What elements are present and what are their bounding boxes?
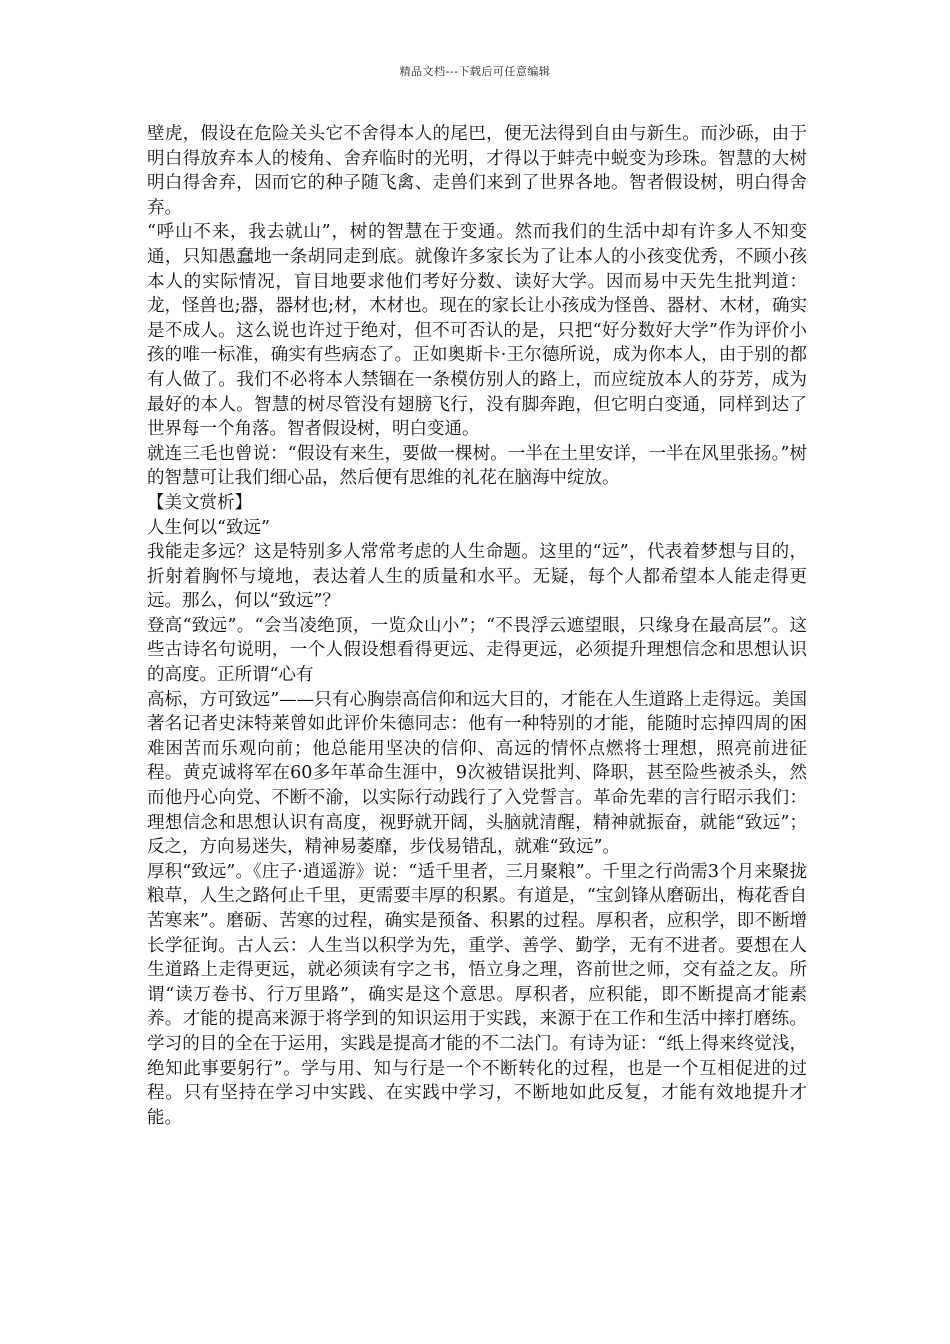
paragraph-adaptability: “呼山不来，我去就山”，树的智慧在于变通。然而我们的生活中却有许多人不知变通，只知愚蠢地一条胡同走到底。就像许多家长为了让本人的小孩变优秀，不顾小孩本人的实际情况，盲目地要求他们考好分数、读好大学。因而易中天先生批判道：龙，怪兽也;器，器材也;材，木材也。现在的家长让小孩成为怪兽、器材、木材，确实是不成人。这么说也许过于绝对，但不可否认的是，只把“好分数好大学”作为评价小孩的唯一标准，确实有些病态了。正如奥斯卡·王尔德所说，成为你本人，由于别的都有人做了。我们不必将本人禁锢在一条模仿别人的路上，而应绽放本人的芬芳，成为最好的本人。智慧的树尽管没有翅膀飞行，没有脚奔跑，但它明白变通，同样到达了世界每一个角落。智者假设树，明白变通。 bbox=[147, 222, 807, 440]
paragraph-climb-high: 登高“致远”。“会当凌绝顶，一览众山小”；“不畏浮云遮望眼，只缘身在最高层”。这些古诗名句说明，一个人假设想看得更远、走得更远，必须提升理想信念和思想认识的高度。正所谓“心有 bbox=[147, 615, 807, 686]
paragraph-gecko: 壁虎，假设在危险关头它不舍得本人的尾巴，便无法得到自由与新生。而沙砾，由于明白得放弃本人的棱角、舍弃临时的光明，才得以于蚌壳中蜕变为珍珠。智慧的大树明白得舍弃，因而它的种子随飞禽、走兽们来到了世界各地。智者假设树，明白得舍弃。 bbox=[147, 124, 807, 218]
section-heading-appreciation: 【美文赏析】 bbox=[147, 492, 252, 513]
article-title: 人生何以“致远” bbox=[147, 517, 270, 538]
page-header: 精品文档---下载后可任意编辑 bbox=[399, 65, 551, 78]
paragraph-intro: 我能走多远？这是特别多人常常考虑的人生命题。这里的“远”，代表着梦想与目的，折射着胸怀与境地，表达着人生的质量和水平。无疑，每个人都希望本人能走得更远。那么，何以“致远”？ bbox=[147, 542, 807, 612]
paragraph-sanmao: 就连三毛也曾说：“假设有来生，要做一棵树。一半在土里安详，一半在风里张扬。”树的智慧可让我们细心品，然后便有思维的礼花在脑海中绽放。 bbox=[147, 443, 807, 489]
paragraph-high-target: 高标，方可致远”——只有心胸崇高信仰和远大目的，才能在人生道路上走得远。美国著名记者史沫特莱曾如此评价朱德同志：他有一种特别的才能，能随时忘掉四周的困难困苦而乐观向前；他总能用坚决的信仰、高远的情怀点燃将士理想，照亮前进征程。黄克诚将军在60多年革命生涯中，9次被错误批判、降职，甚至险些被杀头，然而他丹心向党、不断不渝，以实际行动践行了入党誓言。革命先辈的言行昭示我们：理想信念和思想认识有高度，视野就开阔，头脑就清醒，精神就振奋，就能“致远”；反之，方向易迷失，精神易萎靡，步伐易错乱，就难“致远”。 bbox=[147, 689, 807, 858]
paragraph-accumulate: 厚积“致远”。《庄子·逍遥游》说：“适千里者，三月聚粮”。千里之行尚需3个月来聚拢粮草，人生之路何止千里，更需要丰厚的积累。有道是，“宝剑锋从磨砺出，梅花香自苦寒来”。磨砺、苦寒的过程，确实是预备、积累的过程。厚积者，应积学，即不断增长学征询。古人云：人生当以积学为先，重学、善学、勤学，无有不进者。要想在人生道路上走得更远，就必须读有字之书，悟立身之理，咨前世之师，交有益之友。所谓“读万卷书、行万里路”，确实是这个意思。厚积者，应积能，即不断提高才能素养。才能的提高来源于将学到的知识运用于实践，来源于在工作和生活中摔打磨练。学习的目的全在于运用，实践是提高才能的不二法门。有诗为证：“纸上得来终觉浅，绝知此事要躬行”。学与用、知与行是一个不断转化的过程，也是一个互相促进的过程。只有坚持在学习中实践、在实践中学习，不断地如此反复，才能有效地提升才能。 bbox=[147, 861, 807, 1128]
document-body bbox=[147, 122, 807, 1130]
